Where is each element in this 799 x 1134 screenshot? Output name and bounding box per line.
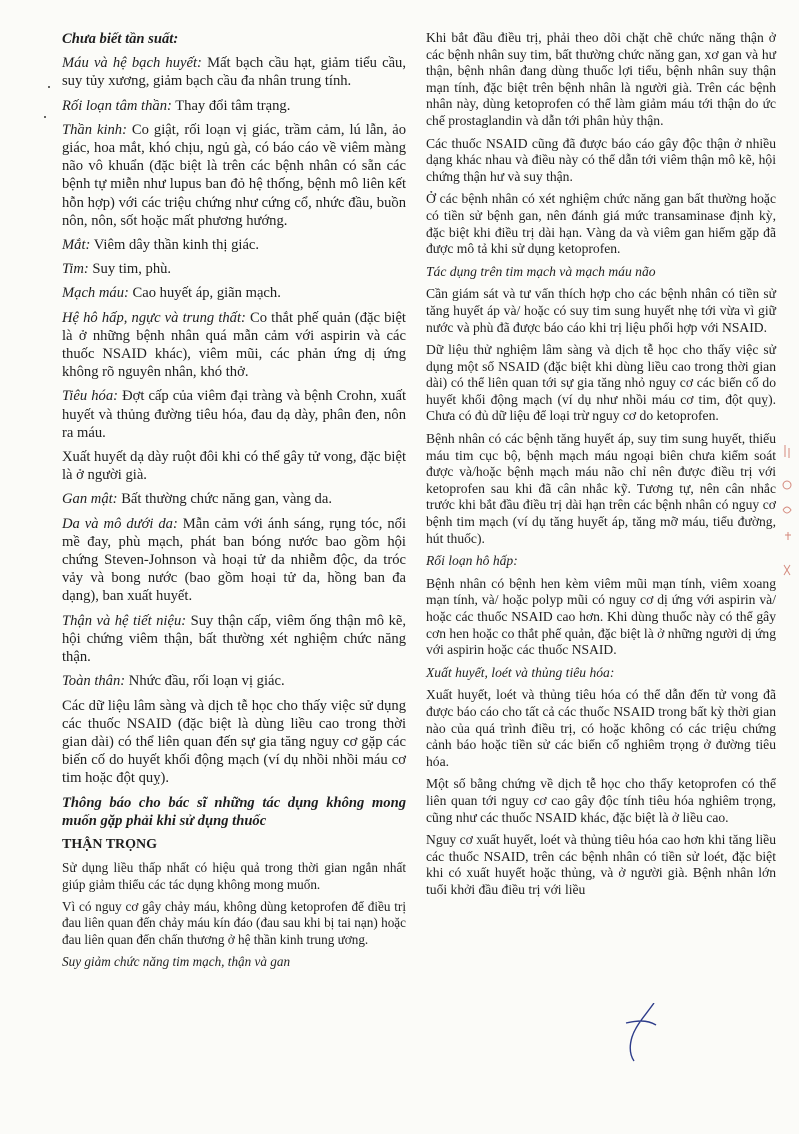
margin-dot	[48, 86, 50, 88]
body-paragraph: Các thuốc NSAID cũng đã được báo cáo gây độc thận ở nhiều dạng khác nhau và điều này có thể dẫn tới viêm thận mô kẽ, hội chứng thận hư và suy thận.	[426, 135, 776, 184]
body-paragraph: Khi bắt đầu điều trị, phải theo dõi chặt chẽ chức năng thận ở các bệnh nhân suy tim, bất thường chức năng gan, xơ gan và hư thận, bệnh nhân đang dùng thuốc lợi tiểu, bệnh nhân suy thận mạn tính, đặc biệt trên bệnh nhân là người già. Trên các bệnh nhân này, dùng ketoprofen có thể làm giảm máu tới thận do ức chế prostaglandin và dẫn tới phân hủy thận.	[426, 30, 776, 128]
body-paragraph	[62, 121, 406, 230]
subsection-heading: Chưa biết tần suất:	[62, 31, 179, 47]
body-paragraph	[62, 490, 406, 508]
body-paragraph	[62, 448, 406, 484]
body-paragraph: Bệnh nhân có các bệnh tăng huyết áp, suy tim sung huyết, thiếu máu tim cục bộ, bệnh mạch máu ngoại biên chưa kiểm soát được và/hoặc bệnh mạch máu não chỉ nên được điều trị với ketoprofen sau khi đã cân nhắc kỹ. Tương tự, nên cân nhắc trước khi bắt đầu điều trị dài hạn trên các bệnh nhân có nguy cơ bệnh tim mạch (ví dụ tăng huyết áp, tăng mỡ máu, tiểu đường, hút thuốc).	[426, 431, 776, 546]
paragraph-text: Xuất huyết dạ dày ruột đôi khi có thể gây tử vong, đặc biệt là ở người già.	[62, 449, 406, 484]
section-heading: THẬN TRỌNG	[62, 836, 158, 852]
body-paragraph: Vì có nguy cơ gây chảy máu, không dùng ketoprofen để điều trị đau liên quan đến chảy máu kín đáo (đau sau khi bị tai nạn) hoặc đau liên quan đến chấn thương ở hệ thần kinh trung ương.	[62, 898, 406, 947]
subsection-heading: Rối loạn hô hấp:	[426, 553, 518, 569]
paragraph-text: Mất bạch cầu hạt, giảm tiểu cầu, suy tủy xương, giảm bạch cầu đa nhân trung tính.	[62, 55, 406, 90]
notice-heading: Thông báo cho bác sĩ những tác dụng không mong muốn gặp phải khi sử dụng thuốc	[62, 794, 406, 829]
category-label: Rối loạn tâm thần:	[62, 97, 172, 114]
category-label: Hệ hô hấp, ngực và trung thất:	[62, 309, 246, 326]
body-paragraph: Xuất huyết, loét và thủng tiêu hóa có thể dẫn đến tử vong đã được báo cáo cho tất cả các thuốc NSAID trong bất kỳ thời gian nào của quá trình điều trị, có hoặc không có các triệu chứng cảnh báo hoặc tiền sử các biến cố nghiêm trọng ở đường tiêu hóa.	[426, 687, 776, 769]
subsection-heading: Suy giảm chức năng tim mạch, thận và gan	[62, 954, 291, 970]
paragraph-text: Co thắt phế quản (đặc biệt là ở những bệnh nhân quá mẫn cảm với aspirin và các thuốc NSAID khác), viêm mũi, các phản ứng dị ứng không rõ nguyên nhân, khó thở.	[62, 309, 406, 381]
subsection-heading: Tác dụng trên tim mạch và mạch máu não	[426, 263, 656, 279]
category-label: Thần kinh:	[62, 121, 127, 138]
paragraph-text: Thay đổi tâm trạng.	[171, 97, 291, 114]
left-column	[62, 30, 406, 977]
margin-stamp-icon	[779, 440, 797, 590]
body-paragraph: Cần giám sát và tư vấn thích hợp cho các bệnh nhân có tiền sử tăng huyết áp và/ hoặc có suy tim sung huyết nhẹ tới vừa vì giữ nước và phù đã được báo cáo khi trị liệu phối hợp với NSAID.	[426, 286, 776, 335]
category-label: Toàn thân:	[62, 673, 126, 690]
paragraph-text: Suy thận cấp, viêm ống thận mô kẽ, hội chứng viêm thận, bất thường xét nghiệm chức năng thận.	[62, 612, 406, 666]
body-paragraph	[62, 515, 406, 606]
body-paragraph	[62, 97, 406, 115]
category-label: Máu và hệ bạch huyết:	[62, 55, 202, 72]
body-paragraph	[62, 612, 406, 667]
category-label: Tim:	[62, 261, 89, 278]
category-label: Mắt:	[62, 237, 91, 254]
body-paragraph: Ở các bệnh nhân có xét nghiệm chức năng gan bất thường hoặc có tiền sử bệnh gan, nên đánh giá mức transaminase định kỳ, đặc biệt khi điều trị dài hạn. Vàng da và viêm gan hiếm gặp đã được mô tả khi sử dụng ketoprofen.	[426, 191, 776, 257]
paragraph-text: Bất thường chức năng gan, vàng da.	[117, 491, 332, 508]
paragraph-text: Cao huyết áp, giãn mạch.	[128, 285, 281, 302]
category-label: Gan mật:	[62, 491, 118, 508]
body-paragraph	[62, 260, 406, 278]
body-paragraph	[62, 54, 406, 90]
body-paragraph	[62, 672, 406, 690]
paragraph-text: Các dữ liệu lâm sàng và dịch tễ học cho thấy việc sử dụng các thuốc NSAID (đặc biệt là dùng liều cao trong thời gian dài) có thể liên quan đến sự gia tăng nguy cơ gặp các biến cố do huyết khối động mạch (ví dụ nhồi nhồi máu cơ tim hoặc đột quỵ).	[62, 697, 406, 787]
category-label: Thận và hệ tiết niệu:	[62, 612, 187, 629]
right-column	[426, 30, 776, 905]
paragraph-text: Đợt cấp của viêm đại tràng và bệnh Crohn, xuất huyết và thủng đường tiêu hóa, đau dạ dày, phân đen, nôn ra máu.	[62, 388, 406, 441]
paragraph-text: Nhức đầu, rối loạn vị giác.	[125, 673, 285, 690]
category-label: Mạch máu:	[62, 285, 129, 302]
body-paragraph: Dữ liệu thử nghiệm lâm sàng và dịch tễ học cho thấy việc sử dụng một số NSAID (đặc biệt khi dùng liều cao trong thời gian dài) có thể liên quan tới sự gia tăng nhỏ nguy cơ các biến cố do huyết khối động mạch (ví dụ như nhồi máu cơ tim, đột quỵ). Chưa có đủ dữ liệu để loại trừ nguy cơ do ketoprofen.	[426, 342, 776, 424]
body-paragraph	[62, 387, 406, 442]
signature-icon	[596, 1003, 666, 1063]
body-paragraph: Bệnh nhân có bệnh hen kèm viêm mũi mạn tính, viêm xoang mạn tính, và/ hoặc polyp mũi có nguy cơ dị ứng với aspirin và/ hoặc các thuốc NSAID cao hơn. Khi dùng thuốc này có thể gây cơn hen hoặc co thắt phế quản, đặc biệt là ở những người dị ứng với aspirin hoặc các thuốc NSAID.	[426, 575, 776, 658]
margin-dot	[44, 116, 46, 118]
paragraph-text: Suy tim, phù.	[88, 261, 172, 278]
paragraph-text: Viêm dây thần kinh thị giác.	[90, 237, 260, 254]
paragraph-text: Mẫn cảm với ánh sáng, rụng tóc, nổi mề đay, phù mạch, phát ban bóng nước bao gồm hội chứng Steven-Johnson và hoại tử da nhiễm độc, da tróc vảy và bong nước (bao gồm hoại tử da, hồng ban đa dạng), ban xuất huyết.	[62, 515, 406, 605]
body-paragraph	[62, 697, 406, 788]
body-paragraph: Nguy cơ xuất huyết, loét và thủng tiêu hóa cao hơn khi tăng liều các thuốc NSAID, trên các bệnh nhân có tiền sử loét, đặc biệt khi có xuất huyết hoặc thủng, và ở người già. Bệnh nhân lớn tuổi khởi đầu điều trị với liều	[426, 832, 776, 897]
body-paragraph: Sử dụng liều thấp nhất có hiệu quả trong thời gian ngắn nhất giúp giảm thiểu các tác dụng không mong muốn.	[62, 860, 406, 892]
body-paragraph	[62, 236, 406, 254]
body-paragraph	[62, 309, 406, 382]
body-paragraph: Một số bằng chứng về dịch tễ học cho thấy ketoprofen có thể liên quan tới nguy cơ cao gây độc tính tiêu hóa nghiêm trọng, cũng như các thuốc NSAID khác, đặc biệt là ở liều cao.	[426, 776, 776, 825]
body-paragraph	[62, 284, 406, 302]
category-label: Da và mô dưới da:	[62, 515, 178, 532]
paragraph-text: Co giật, rối loạn vị giác, trầm cảm, lú lẫn, ảo giác, hoa mắt, khó chịu, ngủ gà, có báo cáo về viêm màng não vô khuẩn (đặc biệt là trên các bệnh nhân có sẵn các bệnh tự miễn như lupus ban đỏ hệ thống, bệnh mô liên kết hỗn hợp) với các triệu chứng như cứng cổ, nhức đầu, buồn nôn, nôn, sốt hoặc mất phương hướng.	[62, 121, 406, 229]
subsection-heading: Xuất huyết, loét và thủng tiêu hóa:	[426, 664, 615, 680]
category-label: Tiêu hóa:	[62, 388, 118, 405]
